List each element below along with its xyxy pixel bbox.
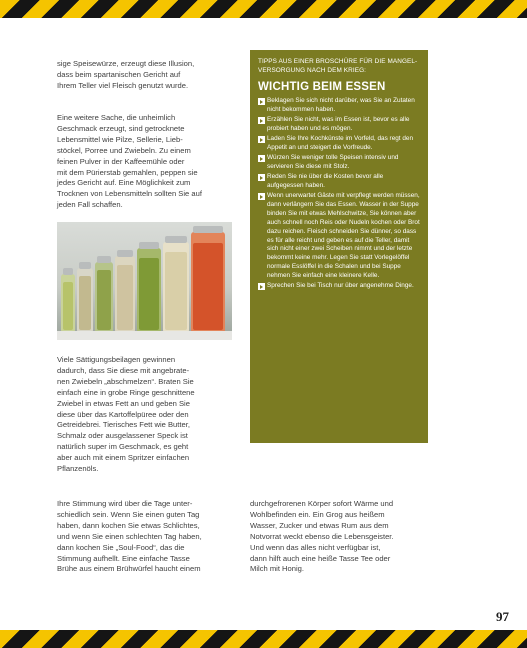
spice-jars-photo <box>57 222 232 340</box>
tips-sidebar <box>250 50 428 443</box>
tip-item <box>258 97 420 115</box>
tip-item <box>258 154 420 172</box>
tip-text: Beklagen Sie sich nicht darüber, was Sie an Zutaten nicht bekommen haben. <box>267 97 415 113</box>
tip-text: Sprechen Sie bei Tisch nur über angenehme Dinge. <box>267 282 414 290</box>
tip-item <box>258 173 420 191</box>
tip-item <box>258 192 420 281</box>
arrow-bullet-icon <box>258 174 265 181</box>
tip-text: Laden Sie Ihre Kochkünste im Vorfeld, das regt den Appetit an und steigert die Vorfreude. <box>267 135 414 151</box>
sidebar-intro: TIPPS AUS EINER BROSCHÜRE FÜR DIE MANGEL- VERSORGUNG NACH DEM KRIEG: <box>258 58 418 74</box>
paragraph-spice-illusion: sige Speisewürze, erzeugt diese Illusion, dass beim spartanischen Gericht auf Ihrem Teller viel Fleisch genutzt wurde. <box>57 59 195 90</box>
paragraph-onions: Viele Sättigungsbeilagen gewinnen dadurch, dass Sie diese mit angebrate- nen Zwiebeln „abschmelzen“. Braten Sie einfach eine in grobe Ringe geschnittene Zwiebel in etwas Fett an und geben Sie diese über das Kartoffelpüree oder den Getreidebrei. Tierisches Fett wie Butter, Schmalz oder ausgelassener Speck ist natürlich super im Geschmack, es geht aber auch mit einem Spritzer einfachen Pflanzenöls. <box>57 355 195 474</box>
page-number: 97 <box>496 609 509 624</box>
tip-text: Erzählen Sie nicht, was im Essen ist, bevor es alle probiert haben und es mögen. <box>267 116 410 132</box>
arrow-bullet-icon <box>258 98 265 105</box>
tip-text: Wenn unerwartet Gäste mit verpflegt werden müssen, dann verlängern Sie das Essen. Wasser in der Suppe binden Sie mit etwas Mehlschwitze, Sie können aber auch schnell noch Reis oder Nudeln kochen oder Brot dazu reichen. Fleisch schneiden Sie dünner, so dass es für alle reicht und geben es auf die Teller, damit sich nicht einer zwei Scheiben nimmt und der letzte bekommt keine mehr. Legen Sie statt Vorlegelöffel normale Esslöffel in die Schalen und bei Suppe nehmen Sie einfach eine kleinere Kelle. <box>267 192 420 280</box>
arrow-bullet-icon <box>258 193 265 200</box>
hazard-stripe-top <box>0 0 527 18</box>
arrow-bullet-icon <box>258 117 265 124</box>
tip-text: Würzen Sie weniger tolle Speisen intensiv und servieren Sie diese mit Stolz. <box>267 154 399 170</box>
arrow-bullet-icon <box>258 283 265 290</box>
paragraph-mood-left: Ihre Stimmung wird über die Tage unter- schiedlich sein. Wenn Sie einen guten Tag haben, dann kochen Sie etwas Schlichtes, und wenn Sie einen schlechten Tag haben, dann kochen Sie „Soul-Food“, das die Stimmung aufhellt. Eine einfache Tasse Brühe aus einem Brühwürfel haucht einem <box>57 499 202 574</box>
paragraph-mood-right: durchgefrorenen Körper sofort Wärme und Wohlbefinden ein. Ein Grog aus heißem Wasser, Zucker und etwas Rum aus dem Notvorrat weckt ebenso die Lebensgeister. Und wenn das alles nicht verfügbar ist, dann hilft auch eine heiße Tasse Tee oder Milch mit Honig. <box>250 499 394 574</box>
tip-text: Reden Sie nie über die Kosten bevor alle aufgegessen haben. <box>267 173 384 189</box>
paragraph-dried-foods: Eine weitere Sache, die unheimlich Geschmack erzeugt, sind getrocknete Lebensmittel wie Pilze, Sellerie, Lieb- stöckel, Porree und Zwiebeln. Zu einem feinen Pulver in der Kaffeemühle oder mit dem Pürierstab gemahlen, peppen sie jedes Gericht auf. Eine Möglichkeit zum Trocknen von Lebensmitteln sollten Sie auf jeden Fall schaffen. <box>57 113 202 210</box>
sidebar-heading: WICHTIG BEIM ESSEN <box>258 81 386 93</box>
arrow-bullet-icon <box>258 136 265 143</box>
tip-item <box>258 116 420 134</box>
arrow-bullet-icon <box>258 155 265 162</box>
tip-item <box>258 135 420 153</box>
tips-list <box>258 97 420 291</box>
hazard-stripe-bottom <box>0 630 527 648</box>
tip-item <box>258 282 420 291</box>
